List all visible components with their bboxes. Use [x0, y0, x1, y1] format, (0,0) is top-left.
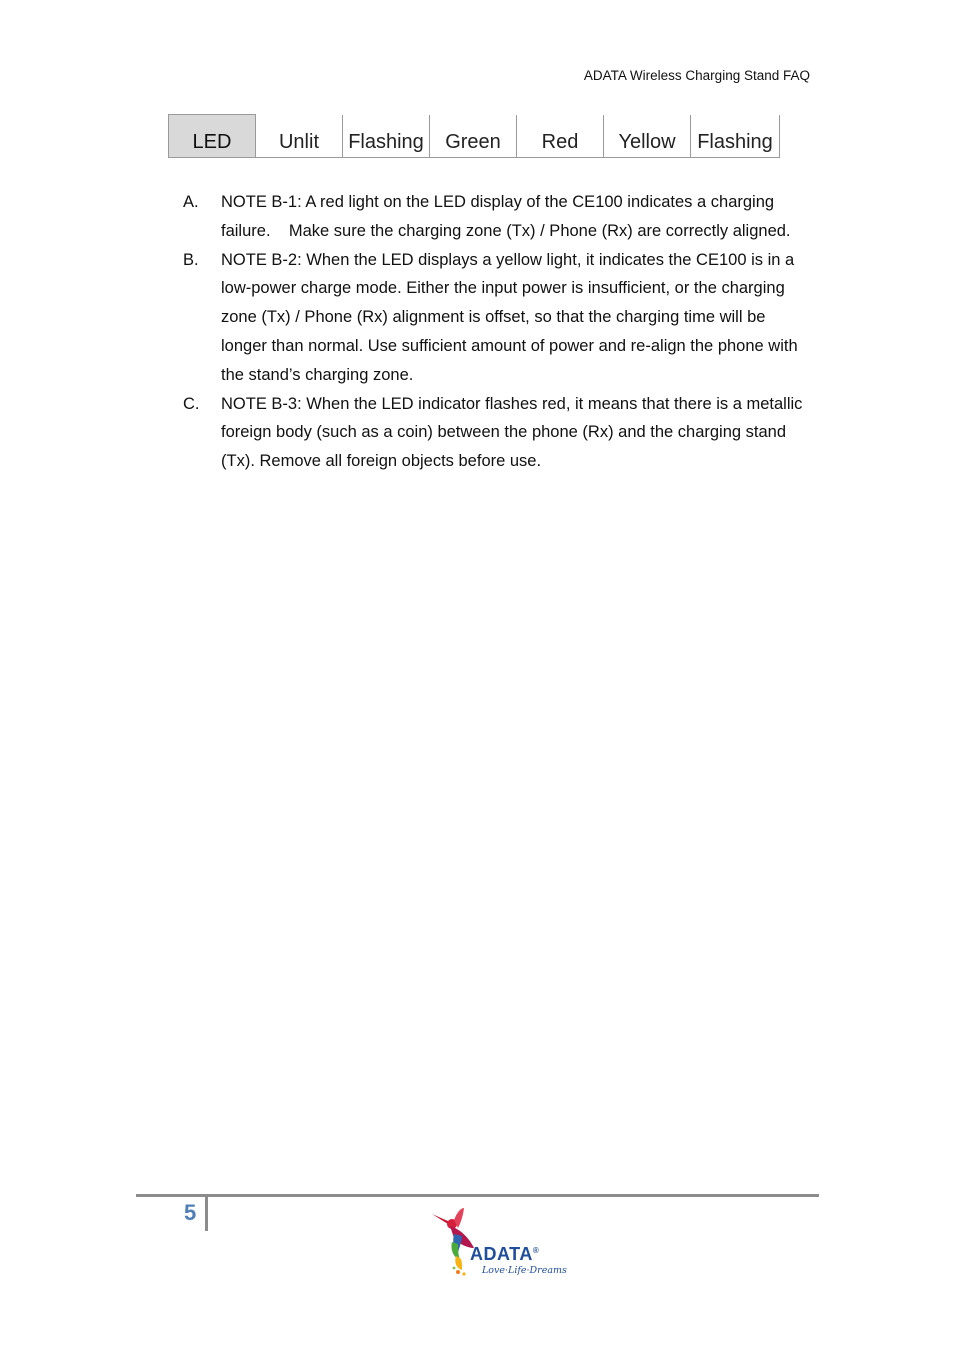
- list-marker: C.: [183, 394, 200, 413]
- registered-mark: ®: [532, 1246, 540, 1255]
- header-title: ADATA Wireless Charging Stand FAQ: [583, 68, 810, 83]
- list-marker: A.: [183, 193, 199, 211]
- note-text: NOTE B-1: A red light on the LED display of the CE100 indicates a charging failure. Make sure the charging zone (Tx) / Phone (Rx) are correctly aligned.: [221, 193, 791, 240]
- note-text: NOTE B-3: When the LED indicator flashes red, it means that there is a metallic foreign body (such as a coin) between the phone (Rx) and the charging stand (Tx). Remove all foreign objects before use.: [221, 394, 803, 471]
- table-row: [169, 115, 780, 158]
- brand-name: ADATA: [470, 1244, 533, 1264]
- brand-logo-text: [470, 1244, 539, 1265]
- notes-list: [183, 188, 808, 476]
- list-item: [183, 188, 808, 246]
- table-cell-flashing-2: Flashing: [691, 115, 780, 158]
- table-cell-flashing: Flashing: [343, 115, 430, 158]
- led-status-table: [168, 114, 780, 158]
- table-cell-green: Green: [430, 115, 517, 158]
- list-item: [183, 246, 808, 390]
- list-marker: B.: [183, 250, 199, 269]
- list-item: [183, 390, 808, 476]
- page-number-divider: [205, 1197, 208, 1231]
- note-text: NOTE B-2: When the LED displays a yellow light, it indicates the CE100 is in a low-power charge mode. Either the input power is insufficient, or the charging zone (Tx) / Phone (Rx) alignment is offset, so that the charging time will be longer than normal. Use sufficient amount of power and re-align the phone with the stand’s charging zone.: [221, 250, 798, 384]
- brand-tagline: Love·Life·Dreams: [482, 1265, 567, 1276]
- page-number: 5: [184, 1200, 197, 1225]
- table-cell-unlit: Unlit: [256, 115, 343, 158]
- footer-divider: [136, 1194, 819, 1197]
- table-cell-red: Red: [517, 115, 604, 158]
- table-cell-yellow: Yellow: [604, 115, 691, 158]
- table-cell-led: LED: [169, 115, 256, 158]
